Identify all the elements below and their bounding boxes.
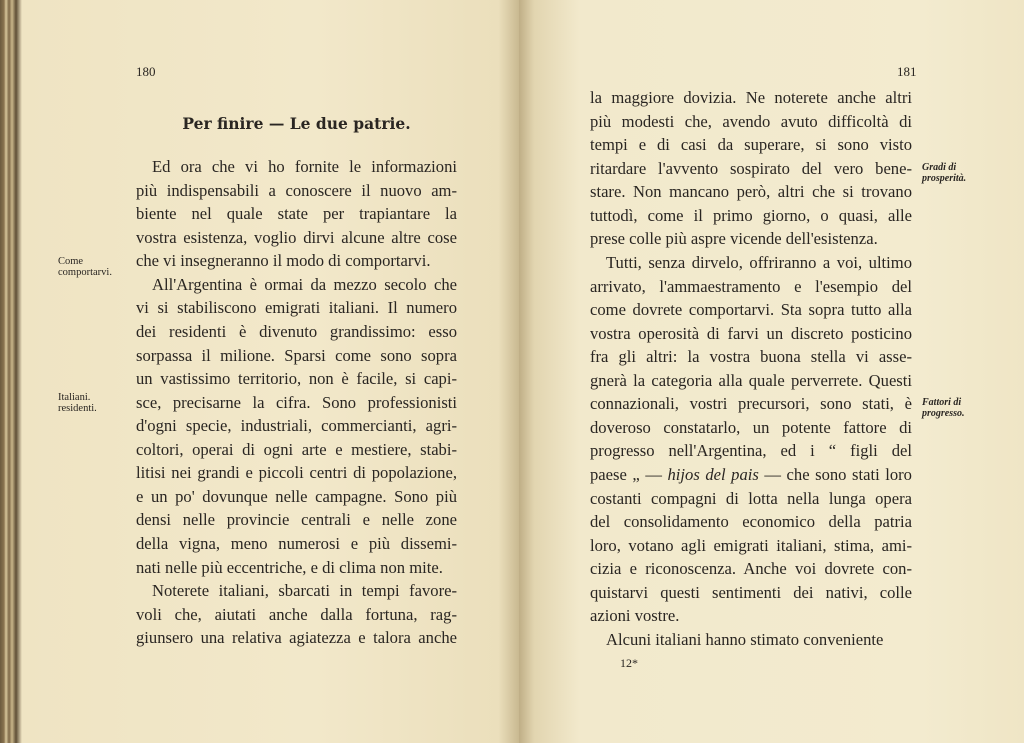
text-line: coltori, operai di ogni arte e mestiere, stabi- xyxy=(136,439,457,459)
margin-note: Italiani. residenti. xyxy=(58,392,97,414)
text-line: dei residenti è divenuto grandissimo: esso xyxy=(136,321,457,341)
text-line: giunsero una relativa agiatezza e talora anche xyxy=(136,628,457,648)
text-line: Tutti, senza dirvelo, offriranno a voi, ultimo xyxy=(606,252,912,272)
chapter-title: Per finire — Le due patrie. xyxy=(182,114,411,133)
text-line: ritardare l'avvento sospirato del vero bene- xyxy=(590,158,912,178)
text-line: sce, precisarne la cifra. Sono professionisti xyxy=(136,392,457,412)
page-number: 181 xyxy=(897,64,917,79)
text-line: cizia e riconoscenza. Anche voi dovrete con- xyxy=(590,559,912,579)
body-text xyxy=(136,155,457,650)
margin-note: Fattori di progresso. xyxy=(922,397,965,419)
margin-note: Come comportarvi. xyxy=(58,256,112,278)
text-line: nati nelle più eccentriche, e di clima non mite. xyxy=(136,557,443,577)
text-line: Noterete italiani, sbarcati in tempi favore- xyxy=(152,581,457,601)
text-line: biente nel quale state per trapiantare la xyxy=(136,204,457,224)
text-line: del consolidamento economico della patria xyxy=(590,512,912,532)
text-line: più indispensabili a conoscere il nuovo am- xyxy=(136,180,457,200)
text-line: un vastissimo territorio, non è facile, si capi- xyxy=(136,369,457,389)
text-line: che vi insegneranno il modo di comportarvi. xyxy=(136,251,431,271)
text-line: fra gli altri: la vostra buona stella vi asse- xyxy=(590,347,912,367)
text-line: la maggiore dovizia. Ne noterete anche altri xyxy=(590,88,912,107)
text-line: doveroso constatarlo, un potente fattore di xyxy=(590,417,912,437)
text-line: progresso nell'Argentina, ed i “ figli del xyxy=(590,441,912,461)
text-line: vi si stabiliscono emigrati italiani. Il numero xyxy=(136,298,457,318)
text-line: della vigna, meno numerosi e più dissemi- xyxy=(136,534,457,553)
signature-mark: 12* xyxy=(620,656,638,670)
text-line: costanti compagni di lotta nella lunga opera xyxy=(590,488,912,508)
text-line: vostra esistenza, voglio dirvi alcune altre cose xyxy=(136,227,457,247)
text-line: Ed ora che vi ho fornite le informazioni xyxy=(152,157,457,176)
page-number: 180 xyxy=(136,64,156,79)
body-text xyxy=(590,86,912,652)
text-line: gnerà la categoria alla quale perverrete. Questi xyxy=(590,370,912,390)
margin-note: Gradi di prosperità. xyxy=(922,162,967,184)
text-line: vostra operosità di farvi un discreto posticino xyxy=(590,323,912,343)
text-line: prese colle più aspre vicende dell'esistenza. xyxy=(590,229,878,249)
text-line: litisi nei grandi e piccoli centri di popolazione, xyxy=(136,463,457,483)
text-line: loro, votano agli emigrati italiani, stima, ami- xyxy=(590,535,912,555)
text-line: più modesti che, avendo avuto difficoltà di xyxy=(590,111,912,131)
text-line: sorpassa il milione. Sparsi come sono sopra xyxy=(136,345,457,365)
text-line: densi nelle provincie centrali e nelle zone xyxy=(136,510,457,530)
text-line: voli che, aiutati anche dalla fortuna, rag- xyxy=(136,604,457,624)
text-line: All'Argentina è ormai da mezzo secolo che xyxy=(152,274,457,294)
text-line: tempi e di casi da superare, si sono visto xyxy=(590,135,912,155)
text-line: paese „ — hijos del pais — che sono stati loro xyxy=(590,465,912,484)
text-line: arrivato, l'ammaestramento e l'esempio del xyxy=(590,276,912,296)
text-line: quistarvi questi sentimenti dei nativi, colle xyxy=(590,582,912,602)
text-line: d'ogni specie, industriali, commercianti, agri- xyxy=(136,416,457,436)
text-line: azioni vostre. xyxy=(590,606,680,626)
text-line: connazionali, vostri precursori, sono stati, è xyxy=(590,394,912,414)
text-line: e un po' dovunque nelle campagne. Sono più xyxy=(136,486,457,506)
text-line: Alcuni italiani hanno stimato conveniente xyxy=(606,629,884,649)
text-line: stare. Non mancano però, altri che si trovano xyxy=(590,182,912,202)
text-line: come dovrete comportarvi. Sta sopra tutto alla xyxy=(590,300,912,320)
text-line: tuttodì, come il primo giorno, o quasi, alle xyxy=(590,205,912,225)
